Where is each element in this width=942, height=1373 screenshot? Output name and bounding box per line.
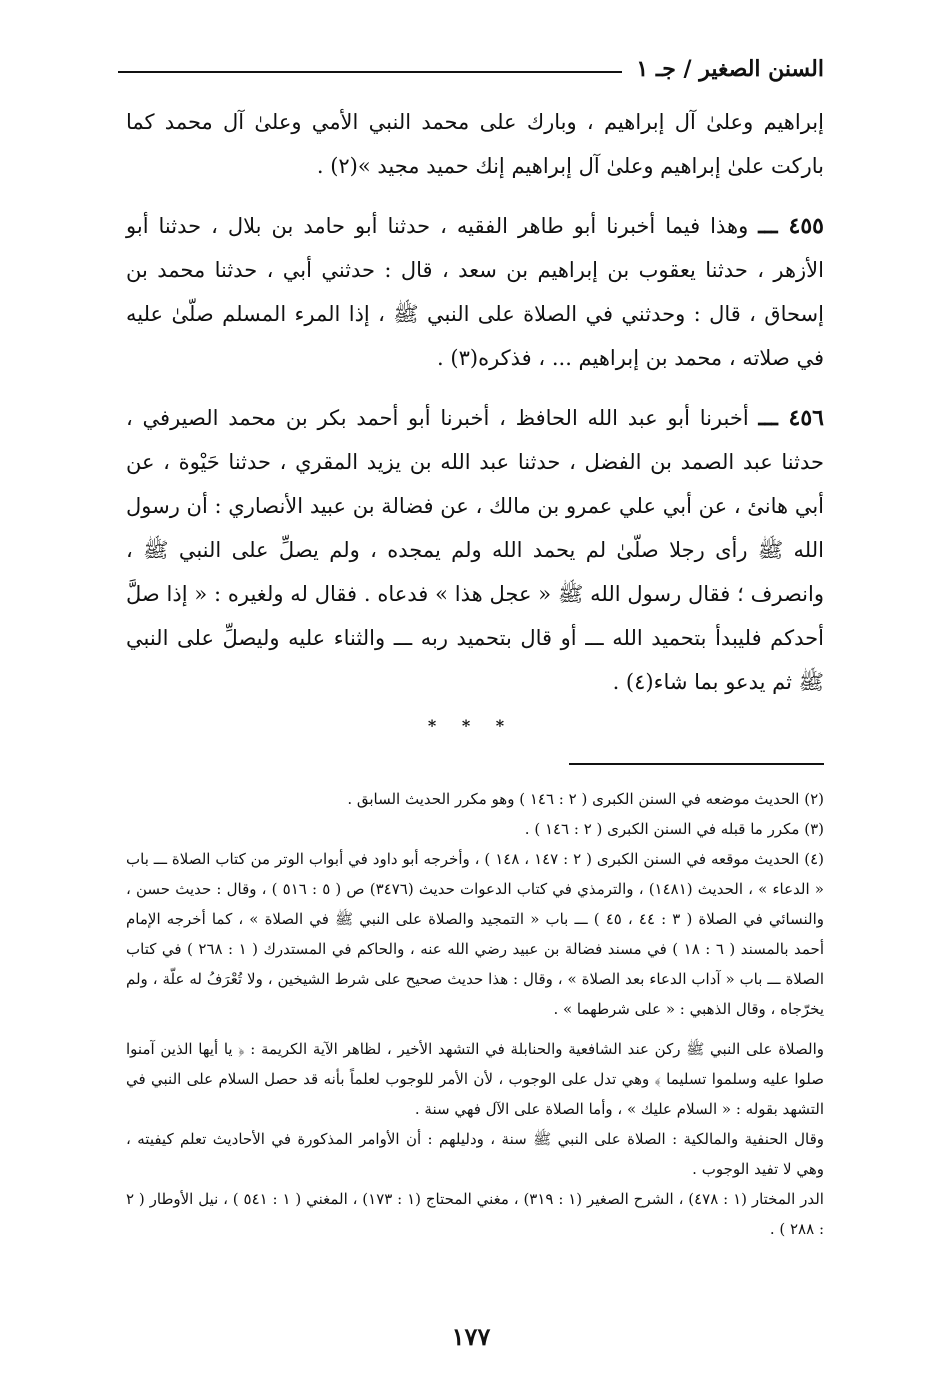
main-text xyxy=(126,100,824,720)
hadith-456 xyxy=(126,396,824,704)
hadith-text: وهذا فيما أخبرنا أبو طاهر الفقيه ، حدثنا أبو حامد بن بلال ، حدثنا أبو الأزهر ، حدثنا يعقوب بن إبراهيم بن سعد ، قال : حدثني أبي ، حدثنا محمد بن إسحاق ، قال : وحدثني في الصلاة على النبي ﷺ ، إذا المرء المسلم صلّىٰ عليه في صلاته ، محمد بن إبراهيم ... ، فذكره(٣) . xyxy=(126,214,824,370)
editor-note xyxy=(126,1034,824,1244)
footnote-3: (٣) مكرر ما قبله في السنن الكبرى ( ٢ : ١٤٦ ) . xyxy=(524,820,824,838)
running-header xyxy=(118,56,824,82)
footnotes xyxy=(126,784,824,1244)
editor-note-references: الدر المختار (١ : ٤٧٨) ، الشرح الصغير (١ : ٣١٩) ، مغني المحتاج (١ : ١٧٣) ، المغني ( ١ : ٥٤١ ) ، نيل الأوطار ( ٢ : ٢٨٨ ) . xyxy=(126,1190,824,1238)
hadith-text: أخبرنا أبو عبد الله الحافظ ، أخبرنا أبو أحمد بكر بن محمد الصيرفي ، حدثنا عبد الصمد بن الفضل ، حدثنا عبد الله بن يزيد المقري ، حدثنا حَيْوة ، عن أبي هانئ ، عن أبي علي عمرو بن مالك ، عن فضالة بن عبيد الأنصاري : أن رسول الله ﷺ رأى رجلا صلّىٰ لم يحمد الله ولم يمجده ، ولم يصلِّ على النبي ﷺ ، وانصرف ؛ فقال رسول الله ﷺ « عجل هذا » فدعاه . فقال له ولغيره : « إذا صلَّ أحدكم فليبدأ بتحميد الله ـــ أو قال بتحميد ربه ـــ والثناء عليه وليصلِّ على النبي ﷺ ثم يدعو بما شاء(٤) . xyxy=(126,406,825,694)
section-separator: * * * xyxy=(427,716,515,735)
page-number: ١٧٧ xyxy=(451,1322,491,1351)
footnote-rule xyxy=(569,763,824,765)
footnote-2: (٢) الحديث موضعه في السنن الكبرى ( ٢ : ١٤٦ ) وهو مكرر الحديث السابق . xyxy=(347,790,824,808)
footnote-4: (٤) الحديث موقعه في السنن الكبرى ( ٢ : ١٤٧ ، ١٤٨ ) ، وأخرجه أبو داود في أبواب الوتر من كتاب الصلاة ـــ باب « الدعاء » ، الحديث (١٤٨١) ، والترمذي في كتاب الدعوات حديث (٣٤٧٦) ص ( ٥ : ٥١٦ ) ، وقال : حديث حسن ، والنسائي في الصلاة ( ٣ : ٤٤ ، ٤٥ ) ـــ باب « التمجيد والصلاة على النبي ﷺ في الصلاة » ، كما أخرجه الإمام أحمد بالمسند ( ٦ : ١٨ ) في مسند فضالة بن عبيد رضي الله عنه ، والحاكم في المستدرك ( ١ : ٢٦٨ ) في كتاب الصلاة ـــ باب « آداب الدعاء بعد الصلاة » ، وقال : هذا حديث صحيح على شرط الشيخين ، ولا تُعْرَفُ له علّة ، ولم يخرّجاه ، وقال الذهبي : « على شرطهما » . xyxy=(126,850,824,1018)
header-title: السنن الصغير / جـ ١ xyxy=(636,56,824,82)
paragraph-continuation: إبراهيم وعلىٰ آل إبراهيم ، وبارك على محمد النبي الأمي وعلىٰ آل محمد كما باركت علىٰ إبراهيم وعلىٰ آل إبراهيم إنك حميد مجيد »(٢) . xyxy=(126,110,824,178)
editor-note-paragraph: وقال الحنفية والمالكية : الصلاة على النبي ﷺ سنة ، ودليلهم : أن الأوامر المذكورة في الأحاديث تعلم كيفيته ، وهي لا تفيد الوجوب . xyxy=(126,1130,824,1178)
editor-note-paragraph: والصلاة على النبي ﷺ ركن عند الشافعية والحنابلة في التشهد الأخير ، لظاهر الآية الكريمة : ﴿ يا أيها الذين آمنوا صلوا عليه وسلموا تسليما ﴾ وهي تدل على الوجوب ، لأن الأمر للوجوب لعلماً بأنه قد حصل السلام على النبي في التشهد بقوله : « السلام عليك » ، وأما الصلاة على الآل فهي سنة . xyxy=(126,1040,824,1118)
hadith-455 xyxy=(126,204,824,380)
hadith-number: ٤٥٥ ـــ xyxy=(758,213,824,239)
hadith-number: ٤٥٦ ـــ xyxy=(758,405,824,431)
header-rule xyxy=(118,71,622,73)
